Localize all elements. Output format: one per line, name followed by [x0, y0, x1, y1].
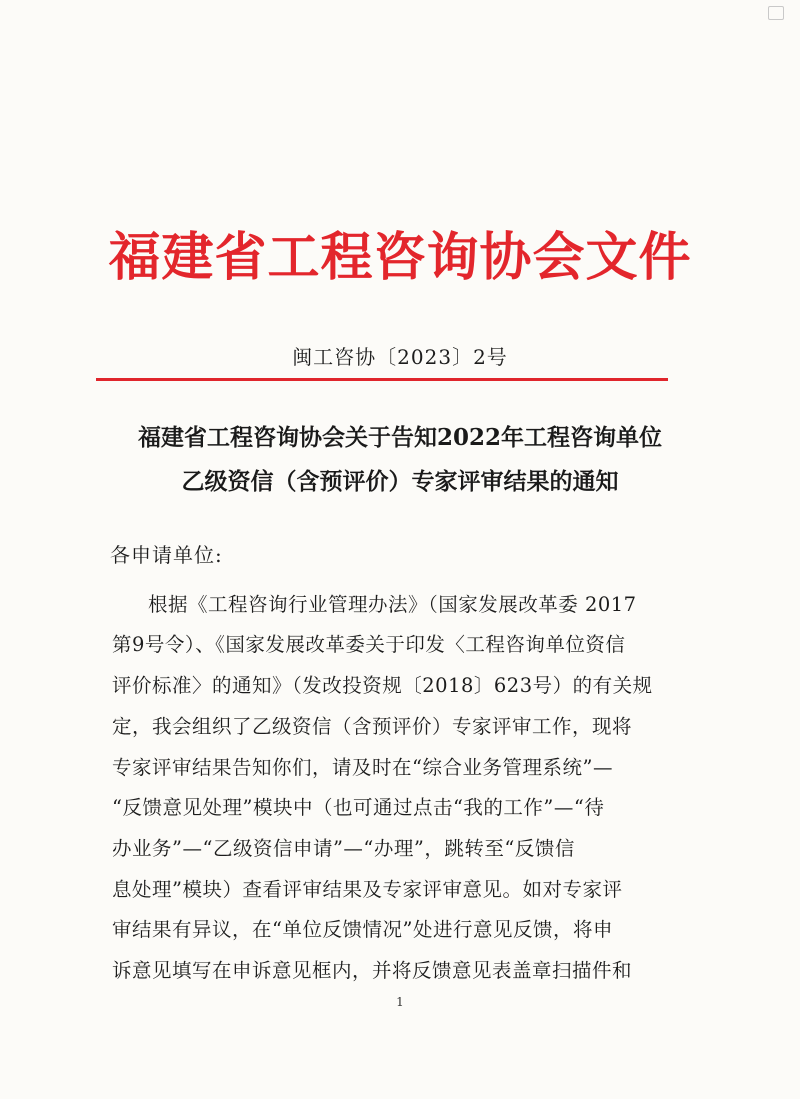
body-line: 诉意见填写在申诉意见框内，并将反馈意见表盖章扫描件和	[112, 959, 633, 982]
body-line: 根据《工程咨询行业管理办法》（国家发展改革委 2017	[148, 593, 637, 616]
body-line: 专家评审结果告知你们，请及时在“综合业务管理系统”—	[112, 756, 613, 779]
scan-corner-mark	[768, 6, 784, 20]
document-header-title: 福建省工程咨询协会文件	[108, 227, 692, 288]
salutation: 各申请单位:	[110, 543, 223, 567]
body-line: “反馈意见处理”模块中（也可通过点击“我的工作”—“待	[112, 796, 605, 819]
body-line: 办业务”—“乙级资信申请”—“办理”，跳转至“反馈信	[112, 837, 575, 860]
page-number: 1	[396, 995, 404, 1009]
notice-title-line-1: 福建省工程咨询协会关于告知2022年工程咨询单位	[137, 424, 662, 451]
body-line: 审结果有异议，在“单位反馈情况”处进行意见反馈，将申	[112, 918, 613, 941]
document-number: 闽工咨协〔2023〕2号	[292, 345, 508, 369]
header-red-rule	[96, 378, 668, 381]
body-line: 息处理”模块）查看评审结果及专家评审意见。如对专家评	[112, 878, 623, 901]
notice-title-line-2: 乙级资信（含预评价）专家评审结果的通知	[181, 468, 619, 495]
body-line: 第9号令）、《国家发展改革委关于印发〈工程咨询单位资信	[112, 633, 626, 656]
body-line: 评价标准〉的通知》（发改投资规〔2018〕623号）的有关规	[112, 674, 653, 697]
body-line: 定，我会组织了乙级资信（含预评价）专家评审工作，现将	[112, 715, 633, 738]
